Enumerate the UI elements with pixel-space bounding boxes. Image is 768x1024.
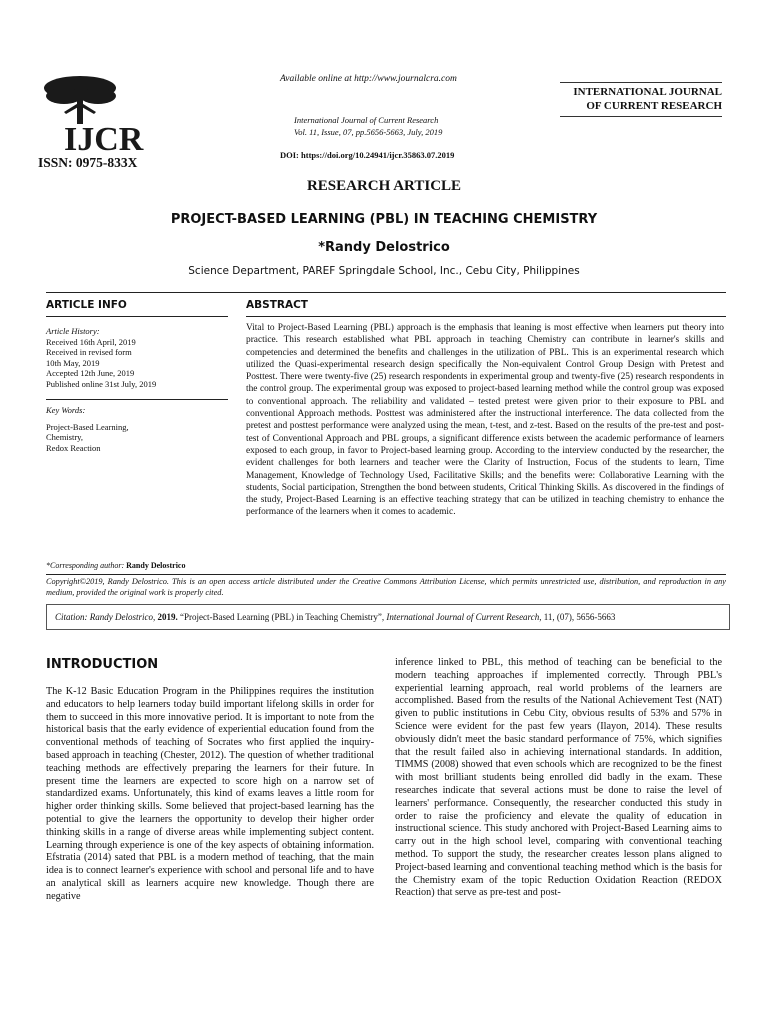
author: *Randy Delostrico [318,240,450,255]
issn: ISSN: 0975-833X [38,155,138,170]
paper-title: PROJECT-BASED LEARNING (PBL) IN TEACHING CHEMISTRY [170,212,598,227]
abstract-text: Vital to Project-Based Learning (PBL) approach is the emphasis that leaning is most effective when learners put theory into practice. This research established what PBL approach in teaching Chemistry can contribute in learner's skills and competencies and determined the benefits and challenges in the utilization of PBL. This is an experimental research which utilized the Quasi-experimental research design specifically the Non-equivalent Control Group Design with Pretest and Posttest. There were twenty-five (25) research respondents in experimental group and twenty-five (25) research respondents in the control group. The experimental group was exposed to project-based learning method while the control group was exposed to conventional approach. The reliability and validated – tested pretest were given prior to their exposure to PBL and conventional Approach methods. Posttest was administered after the instructional interference. The data collected from the pretest and posttest performance were analyzed using the mean, t-test, and z-test. Based on the results of the pre-test and post-test of Conventional Approach and PBL groups, a significant difference exists between the academic performance of learners exposed to each group, in favor to Project-based learning group. According to the interview conducted by the researcher, the evident challenges for both learners and teacher were the Clarity of Instruction, Focus of the students to learn, Time Management, Knowledge of Technology Used, Facilitative Skills; and the benefits were: Collaborative Learning with the students, Social participation, Strengthen the bond between students, Critical Thinking Skills. As discovered in the findings of the study, Project-Based Learning is an effective teaching strategy that can be utilized in teaching chemistry to enhance the performance of the learners when it comes to academic. [246,323,724,518]
keyword-item: Redox Reaction [46,442,101,453]
corresponding-label: *Corresponding author: [46,561,125,570]
header-rule-bottom [560,116,722,117]
journal-title-line-2: OF CURRENT RESEARCH [586,100,722,112]
copyright-notice: Copyright©2019, Randy Delostrico. This is an open access article distributed under the Creative Commons Attribution License, which permits unrestricted use, distribution, and reproduction in any medium, provided the original work is properly cited. [46,577,726,597]
history-published: Published online 31st July, 2019 [46,378,157,389]
citation-details: 11, (07), 5656-5663 [543,612,616,622]
keywords [46,405,236,453]
history-received: Received 16th April, 2019 [46,336,136,347]
section-heading-introduction: INTRODUCTION [46,657,159,672]
abstract-heading: ABSTRACT [246,299,308,311]
keyword-item: Project-Based Learning, [46,421,129,432]
keywords-label: Key Words: [46,405,86,415]
history-accepted: Accepted 12th June, 2019 [46,368,135,379]
doi: DOI: https://doi.org/10.24941/ijcr.35863.07.2019 [280,150,455,160]
citation-box [46,604,730,630]
affiliation: Science Department, PAREF Springdale School, Inc., Cebu City, Philippines [188,265,580,277]
journal-title-line-1: INTERNATIONAL JOURNAL [573,86,722,98]
header-rule-top [560,82,722,83]
corresponding-name: Randy Delostrico [126,561,186,570]
journal-title [560,85,722,113]
history-revised-date: 10th May, 2019 [46,357,100,368]
article-info-heading: ARTICLE INFO [46,299,127,311]
history-label: Article History: [46,326,100,336]
logo-letters: IJCR [64,121,144,156]
citation-year: 2019. [157,612,178,622]
info-divider [46,399,228,400]
body-column-right: inference linked to PBL, this method of teaching can be beneficial to the modern teaching approaches if implemented correctly. Through PBL's experiential learning approach, real world problems of the learners are accomplished. Based from the results of the National Achievement Test (NAT) given to public institutions in Cebu City, obvious results of 53% and 57% in Science were evident for the past few years (Ilayon, 2014). These results obviously didn't meet the basic standard performance of 75%, which signifies that the result failed also in achieving international standards. In addition, TIMMS (2008) showed that even schools which are recognized to be the finest with most brilliant students being enrolled did badly in the exam. These researches indicate that several actions must be done to raise the level of learners' performance. Consequently, the researcher conducted this study in order to raise the proficiency and elevate the quality of education in instructional science. This study anchored with Project-Based Learning aims to carry out in the high school level, comparing with conventional teaching method. To support the study, the researcher creates lesson plans aligned to Project-based learning and conventional teaching method which is the basis for the Chemistry exam of the topic Reduction Oxidation Reaction (REDOX Reaction) that serve as pre-test and post- [395,657,722,899]
section-rule-bottom [46,574,726,575]
citation-journal: International Journal of Current Research, [386,612,542,622]
journal-logo [34,72,154,156]
journal-line: International Journal of Current Research [294,115,439,125]
info-heading-rule [46,316,228,317]
history-revised: Received in revised form [46,347,132,358]
citation-prefix: Citation: Randy Delostrico, [55,612,156,622]
section-rule-top [46,292,726,293]
citation-title: “Project-Based Learning (PBL) in Teaching Chemistry”, [180,612,385,622]
abstract-heading-rule [246,316,726,317]
available-online: Available online at http://www.journalcra.com [280,74,457,84]
keyword-item: Chemistry, [46,432,83,443]
body-column-left: The K-12 Basic Education Program in the Philippines requires the institution and educators to help learners today build important lifelong skills in order for them to succeed in this more innovative period. It is important to note from the historical basis that the early evidence of experiential education found from the conventional methods of teaching of Socrates who first applied the inquiry-based approach in teaching (Chester, 2012). The question of whether traditional teaching methods are effectively preparing the learners for their future. In present time the learners are expected to score high on a narrow set of standardized exams. Unfortunately, this kind of exams leaves a little room for higher order thinking skills. Some believed that project-based learning has the potential to give the learners the opportunity to develop their higher order thinking skills in a range of diverse areas while implementing subject content. Learning through experience is one of the key aspects of obtaining information. Efstratia (2014) sated that PBL is a modern method of teaching, that the main idea is to connect learner's experience with school and personal life and to have an analytical skill as learners acquire new knowledge. Though there are negative [46,686,374,902]
article-type: RESEARCH ARTICLE [306,178,462,194]
corresponding-author [46,561,185,570]
volume-line: Vol. 11, Issue, 07, pp.5656-5663, July, 2019 [294,127,443,137]
article-history [46,326,236,390]
